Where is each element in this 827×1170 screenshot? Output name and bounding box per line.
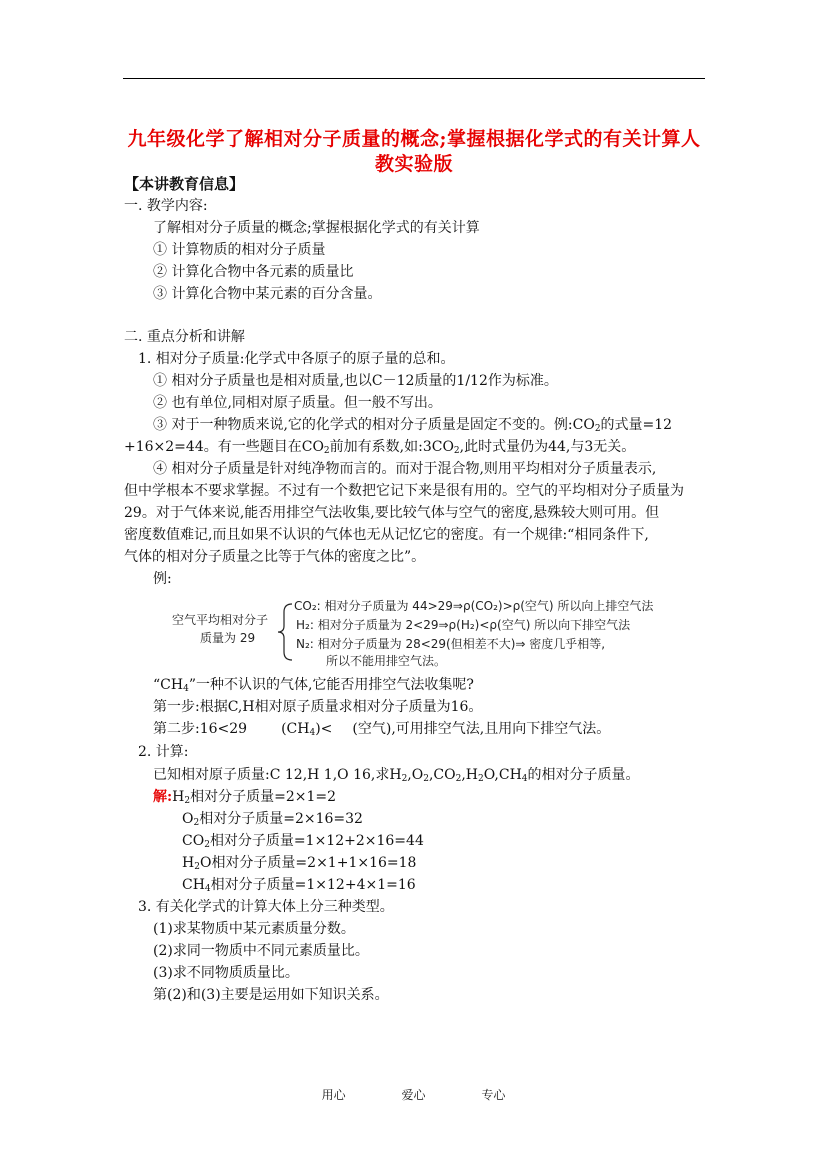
types-heading: 3. 有关化学式的计算大体上分三种类型。 — [138, 899, 394, 915]
header-rule — [123, 78, 705, 79]
diagram-row-2: H₂: 相对分子质量为 2<29⇒ρ(H₂)<ρ(空气) 所以向下排空气法 — [296, 618, 631, 632]
footer-item-1: 用心 — [321, 1088, 346, 1102]
document-title-line-2: 教实验版 — [374, 153, 453, 175]
diagram-row-4: 所以不能用排空气法。 — [326, 654, 447, 668]
s2-p1a: ① 相对分子质量也是相对质量,也以C－12质量的1/12作为标准。 — [153, 373, 558, 389]
type-3: (3)求不同物质质量比。 — [153, 965, 299, 981]
calc-answer-o2: $O_2$相对分子质量=2×16=32 — [182, 811, 363, 828]
gas-collection-diagram — [168, 596, 708, 670]
diagram-brace — [278, 604, 292, 660]
type-1: (1)求某物质中某元素质量分数。 — [153, 921, 355, 937]
s1-line-2: ① 计算物质的相对分子质量 — [153, 242, 326, 258]
diagram-row-1: CO₂: 相对分子质量为 44>29⇒ρ(CO₂)>ρ(空气) 所以向上排空气法 — [294, 599, 654, 613]
s2-p1e: ④ 相对分子质量是针对纯净物而言的。而对于混合物,则用平均相对分子质量表示, — [153, 461, 657, 477]
s2-p1f: 但中学根本不要求掌握。不过有一个数把它记下来是很有用的。空气的平均相对分子质量为 — [124, 483, 684, 499]
calc-answer-h2o: $H_2O$相对分子质量=2×1+1×16=18 — [182, 855, 417, 872]
type-4: 第(2)和(3)主要是运用如下知识关系。 — [153, 987, 389, 1003]
ch4-question: “$CH_4$”一种不认识的气体,它能否用排空气法收集呢? — [153, 677, 474, 694]
s1-heading: 一. 教学内容: — [124, 198, 208, 214]
s1-line-3: ② 计算化合物中各元素的质量比 — [153, 264, 354, 280]
calc-given: 已知相对原子质量:C 12,H 1,O 16,求$H_2,O_2,CO_2,H_2O,CH_4$的相对分子质量。 — [153, 767, 640, 784]
s2-p1d: +16×2=44。有一些题目在$CO_2$前加有系数,如$:3CO_2$,此时式量仍为44,与3无关。 — [124, 439, 636, 456]
s2-heading: 二. 重点分析和讲解 — [124, 329, 245, 345]
s2-p1i: 气体的相对分子质量之比等于气体的密度之比”。 — [124, 549, 426, 565]
s2-p1g: 29。对于气体来说,能否用排空气法收集,要比较气体与空气的密度,悬殊较大则可用。但 — [124, 505, 660, 521]
calc-answer-h2: 解$:H_2$相对分子质量=2×1=2 — [153, 789, 337, 806]
footer-item-2: 爱心 — [401, 1088, 426, 1102]
ch4-step-2: 第二步:16<29 $(CH_4)<$ (空气),可用排空气法,且用向下排空气法。 — [153, 721, 611, 738]
calc-answer-co2: $CO_2$相对分子质量=1×12+2×16=44 — [182, 833, 424, 850]
diagram-left-1: 空气平均相对分子 — [172, 613, 269, 627]
s1-line-4: ③ 计算化合物中某元素的百分含量。 — [153, 286, 382, 302]
section-header: 【本讲教育信息】 — [124, 175, 245, 193]
diagram-row-3: N₂: 相对分子质量为 28<29(但相差不大)⇒ 密度几乎相等, — [296, 637, 606, 651]
footer-item-3: 专心 — [481, 1088, 506, 1102]
document-title-line-1: 九年级化学了解相对分子质量的概念;掌握根据化学式的有关计算人 — [127, 128, 701, 150]
example-label: 例: — [153, 571, 172, 587]
diagram-left-2: 质量为 29 — [200, 631, 256, 645]
calc-heading: 2. 计算: — [138, 744, 189, 760]
ch4-step-1: 第一步:根据C,H相对原子质量求相对分子质量为16。 — [153, 699, 483, 715]
s1-line-1: 了解相对分子质量的概念;掌握根据化学式的有关计算 — [153, 220, 480, 236]
type-2: (2)求同一物质中不同元素质量比。 — [153, 943, 369, 959]
s2-p1c: ③ 对于一种物质来说,它的化学式的相对分子质量是固定不变的。例$:CO_2$的式量=12 — [153, 417, 673, 434]
calc-answer-ch4: $CH_4$相对分子质量=1×12+4×1=16 — [182, 877, 416, 894]
s2-p1b: ② 也有单位,同相对原子质量。但一般不写出。 — [153, 395, 442, 411]
page-footer — [0, 1086, 827, 1103]
s2-p1h: 密度数值难记,而且如果不认识的气体也无从记忆它的密度。有一个规律:“相同条件下, — [124, 527, 649, 543]
s2-p1: 1. 相对分子质量:化学式中各原子的原子量的总和。 — [138, 351, 455, 367]
